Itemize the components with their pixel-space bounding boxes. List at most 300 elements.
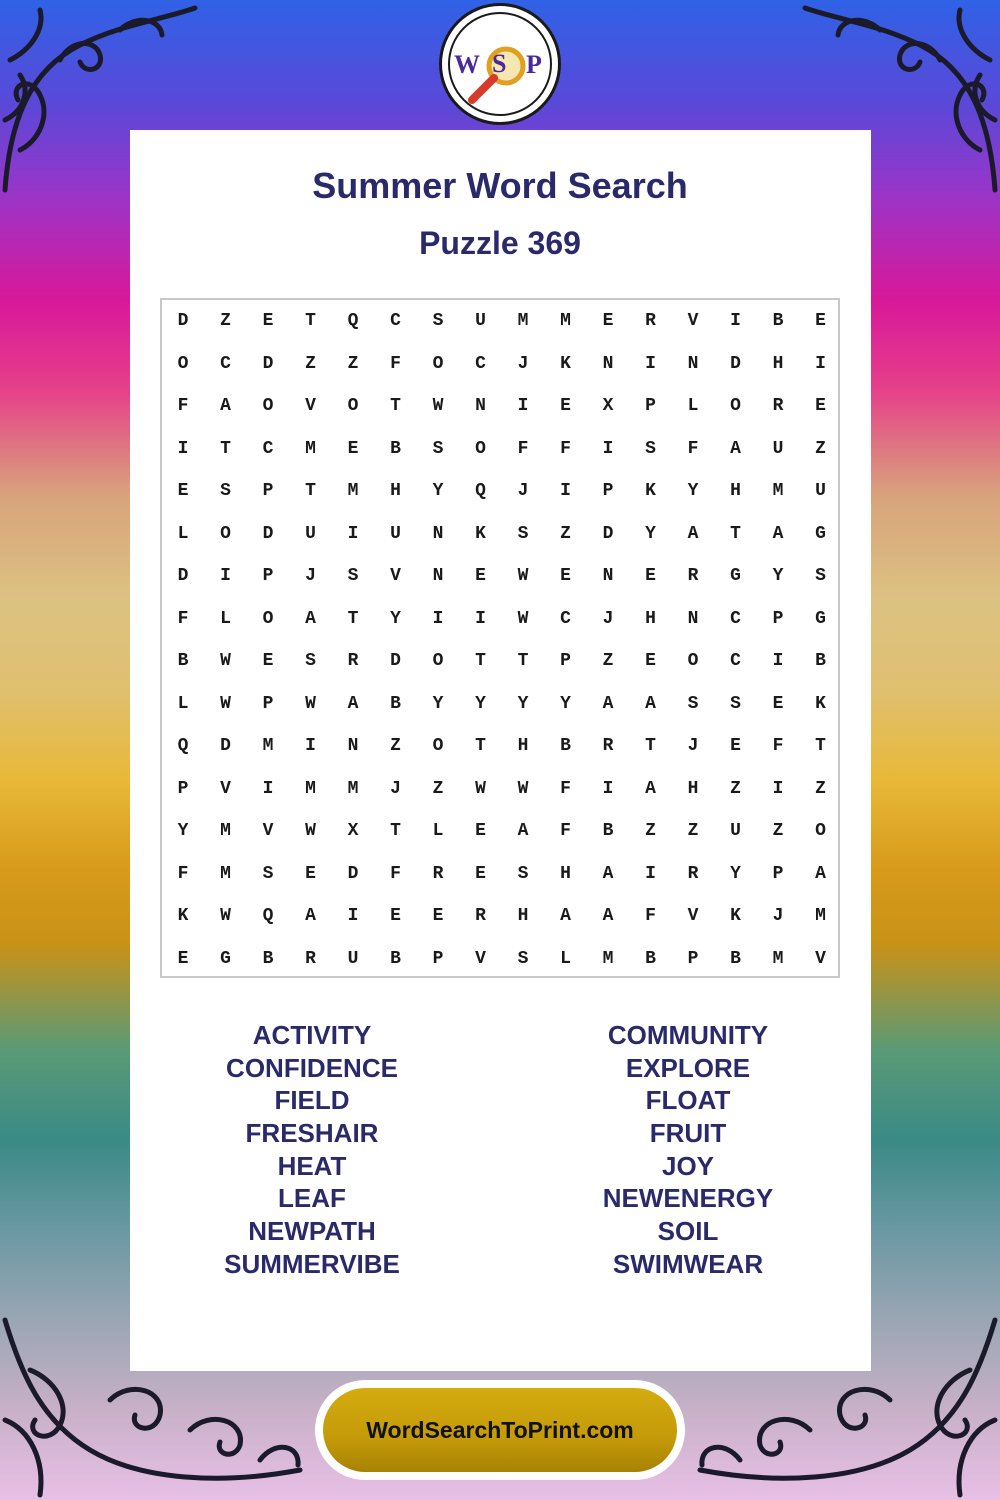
grid-cell[interactable]: C xyxy=(730,608,741,629)
grid-cell[interactable]: R xyxy=(347,651,359,671)
grid-cell[interactable]: E xyxy=(560,566,571,586)
grid-cell[interactable]: Y xyxy=(432,693,444,714)
grid-cell[interactable]: J xyxy=(305,566,316,586)
grid-cell[interactable]: W xyxy=(517,608,529,629)
word-list-item: FLOAT xyxy=(645,1085,731,1116)
grid-cell[interactable]: O xyxy=(432,353,444,374)
grid-cell[interactable]: F xyxy=(517,438,529,459)
grid-cell[interactable]: F xyxy=(177,608,189,629)
grid-cell[interactable]: X xyxy=(347,821,359,841)
grid-cell[interactable]: I xyxy=(815,353,826,374)
grid-cell[interactable]: B xyxy=(390,948,401,969)
grid-cell[interactable]: H xyxy=(517,736,529,756)
grid-cell[interactable]: A xyxy=(347,693,359,714)
grid-cell[interactable]: E xyxy=(177,948,189,969)
word-list-item: SWIMWEAR xyxy=(612,1248,764,1279)
grid-cell[interactable]: A xyxy=(602,693,614,714)
grid-cell[interactable]: N xyxy=(602,566,614,586)
grid-cell[interactable]: U xyxy=(475,311,486,331)
grid-cell[interactable]: A xyxy=(305,608,316,629)
grid-cell[interactable]: D xyxy=(262,353,274,374)
puzzle-number: Puzzle 369 xyxy=(419,225,581,261)
grid-cell[interactable]: T xyxy=(645,736,656,756)
grid-cell[interactable]: S xyxy=(432,438,444,459)
grid-cell[interactable]: M xyxy=(517,311,529,331)
logo-letter-s: S xyxy=(492,49,507,78)
grid-cell[interactable]: C xyxy=(220,353,231,374)
grid-cell[interactable]: C xyxy=(262,438,274,459)
grid-cell[interactable]: I xyxy=(730,311,741,331)
footer-pill xyxy=(323,1388,677,1472)
grid-row xyxy=(162,938,838,980)
grid-cell[interactable]: S xyxy=(517,863,529,884)
grid-cell[interactable]: O xyxy=(220,523,231,544)
grid-cell[interactable]: S xyxy=(645,438,656,459)
grid-cell[interactable]: K xyxy=(177,906,189,926)
grid-cell[interactable]: I xyxy=(262,778,274,799)
grid-cell[interactable]: N xyxy=(602,353,614,374)
grid-cell[interactable]: F xyxy=(177,863,189,884)
word-list-item: FRESHAIR xyxy=(245,1118,379,1149)
grid-cell[interactable]: W xyxy=(220,651,231,671)
grid-cell[interactable]: A xyxy=(602,906,614,926)
word-list-item: SOIL xyxy=(657,1216,719,1247)
grid-cell[interactable]: T xyxy=(305,311,316,331)
grid-cell[interactable]: H xyxy=(687,778,699,799)
grid-cell[interactable]: E xyxy=(262,651,274,671)
grid-cell[interactable]: O xyxy=(432,651,444,671)
grid-cell[interactable]: S xyxy=(517,523,529,544)
grid-row xyxy=(162,555,838,597)
grid-cell[interactable]: R xyxy=(475,906,486,926)
grid-cell[interactable]: E xyxy=(475,863,486,884)
grid-cell[interactable]: I xyxy=(560,481,571,501)
grid-cell[interactable]: I xyxy=(517,396,529,416)
grid-cell[interactable]: I xyxy=(305,736,316,756)
grid-cell[interactable]: T xyxy=(730,523,741,544)
grid-cell[interactable]: U xyxy=(390,523,401,544)
grid-cell[interactable]: I xyxy=(220,566,231,586)
grid-cell[interactable]: B xyxy=(645,948,656,969)
grid-cell[interactable]: I xyxy=(602,778,614,799)
grid-cell[interactable]: E xyxy=(560,396,571,416)
grid-cell[interactable]: N xyxy=(347,736,359,756)
grid-cell[interactable]: G xyxy=(815,523,826,544)
word-list-item: SUMMERVIBE xyxy=(224,1248,400,1279)
grid-cell[interactable]: B xyxy=(262,948,274,969)
grid-cell[interactable]: W xyxy=(517,778,529,799)
grid-cell[interactable]: M xyxy=(305,778,316,799)
grid-cell[interactable]: Y xyxy=(730,863,741,884)
grid-cell[interactable]: E xyxy=(645,651,656,671)
grid-cell[interactable]: Z xyxy=(220,311,231,331)
grid-row xyxy=(162,513,838,555)
grid-cell[interactable]: M xyxy=(602,948,614,969)
grid-cell[interactable]: R xyxy=(772,396,784,416)
grid-cell[interactable]: V xyxy=(220,778,231,799)
grid-cell[interactable]: V xyxy=(390,566,401,586)
grid-cell[interactable]: J xyxy=(772,906,784,926)
grid-cell[interactable]: A xyxy=(815,863,826,884)
grid-cell[interactable]: F xyxy=(772,736,784,756)
grid-cell[interactable]: M xyxy=(772,481,784,501)
grid-cell[interactable]: Y xyxy=(687,481,699,501)
grid-cell[interactable]: M xyxy=(560,311,571,331)
word-list-left xyxy=(162,1018,462,1280)
grid-cell[interactable]: I xyxy=(772,778,784,799)
word-list-item: FRUIT xyxy=(649,1118,727,1149)
logo-letter-p: P xyxy=(526,50,542,79)
grid-cell[interactable]: O xyxy=(687,651,699,671)
grid-cell[interactable]: G xyxy=(220,948,231,969)
grid-cell[interactable]: R xyxy=(305,948,316,969)
grid-cell[interactable]: U xyxy=(772,438,784,459)
grid-row xyxy=(162,725,838,767)
grid-cell[interactable]: F xyxy=(687,438,699,459)
grid-cell[interactable]: M xyxy=(347,481,359,501)
grid-cell[interactable]: O xyxy=(730,396,741,416)
grid-cell[interactable]: I xyxy=(347,906,359,926)
grid-cell[interactable]: P xyxy=(602,481,614,501)
grid-cell[interactable]: E xyxy=(730,736,741,756)
grid-cell[interactable]: I xyxy=(645,863,656,884)
grid-cell[interactable]: S xyxy=(687,693,699,714)
grid-cell[interactable]: Z xyxy=(772,821,784,841)
grid-cell[interactable]: M xyxy=(220,821,231,841)
grid-cell[interactable]: T xyxy=(347,608,359,629)
grid-cell[interactable]: T xyxy=(305,481,316,501)
grid-cell[interactable]: F xyxy=(560,778,571,799)
word-list-item: HEAT xyxy=(277,1150,347,1181)
grid-row xyxy=(162,470,838,512)
grid-cell[interactable]: W xyxy=(305,693,316,714)
grid-cell[interactable]: Y xyxy=(432,481,444,501)
grid-cell[interactable]: W xyxy=(517,566,529,586)
grid-cell[interactable]: O xyxy=(177,353,189,374)
grid-cell[interactable]: F xyxy=(560,821,571,841)
grid-cell[interactable]: Z xyxy=(645,821,656,841)
grid-cell[interactable]: O xyxy=(815,821,826,841)
grid-cell[interactable]: S xyxy=(220,481,231,501)
grid-cell[interactable]: T xyxy=(475,651,486,671)
grid-cell[interactable]: Y xyxy=(475,693,486,714)
grid-cell[interactable]: L xyxy=(687,396,699,416)
grid-cell[interactable]: L xyxy=(177,693,189,714)
grid-cell[interactable]: B xyxy=(560,736,571,756)
grid-cell[interactable]: F xyxy=(390,353,401,374)
grid-cell[interactable]: R xyxy=(432,863,444,884)
grid-cell[interactable]: T xyxy=(390,821,401,841)
grid-cell[interactable]: Y xyxy=(517,693,529,714)
grid-cell[interactable]: Q xyxy=(347,311,359,331)
grid-cell[interactable]: Z xyxy=(305,353,316,374)
grid-cell[interactable]: M xyxy=(305,438,316,459)
grid-cell[interactable]: C xyxy=(390,311,401,331)
grid-cell[interactable]: B xyxy=(815,651,826,671)
grid-cell[interactable]: D xyxy=(262,523,274,544)
grid-cell[interactable]: V xyxy=(305,396,316,416)
grid-cell[interactable]: E xyxy=(475,821,486,841)
word-list-item: EXPLORE xyxy=(625,1052,751,1083)
grid-cell[interactable]: P xyxy=(772,863,784,884)
grid-cell[interactable]: M xyxy=(262,736,274,756)
grid-cell[interactable]: A xyxy=(220,396,231,416)
grid-cell[interactable]: T xyxy=(815,736,826,756)
grid-cell[interactable]: K xyxy=(645,481,656,501)
grid-cell[interactable]: I xyxy=(475,608,486,629)
grid-row xyxy=(162,895,838,937)
grid-cell[interactable]: O xyxy=(347,396,359,416)
grid-cell[interactable]: C xyxy=(560,608,571,629)
logo-letter-w: W xyxy=(454,50,480,79)
wsp-logo[interactable] xyxy=(439,3,561,125)
grid-cell[interactable]: M xyxy=(815,906,826,926)
grid-cell[interactable]: A xyxy=(645,778,656,799)
word-list-item: COMMUNITY xyxy=(607,1020,769,1050)
grid-cell[interactable]: S xyxy=(347,566,359,586)
grid-cell[interactable]: O xyxy=(432,736,444,756)
grid-cell[interactable]: D xyxy=(390,651,401,671)
grid-cell[interactable]: E xyxy=(602,311,614,331)
grid-cell[interactable]: Y xyxy=(390,608,401,629)
word-list-item: LEAF xyxy=(278,1183,346,1214)
grid-cell[interactable]: P xyxy=(262,693,274,714)
grid-cell[interactable]: A xyxy=(645,693,656,714)
letter-grid[interactable] xyxy=(160,298,840,978)
grid-row xyxy=(162,768,838,810)
grid-cell[interactable]: T xyxy=(517,651,529,671)
grid-cell[interactable]: B xyxy=(772,311,784,331)
grid-cell[interactable]: K xyxy=(475,523,486,544)
grid-cell[interactable]: V xyxy=(687,906,699,926)
grid-cell[interactable]: E xyxy=(815,396,826,416)
grid-cell[interactable]: N xyxy=(687,608,699,629)
grid-row xyxy=(162,598,838,640)
grid-cell[interactable]: A xyxy=(687,523,699,544)
grid-cell[interactable]: T xyxy=(475,736,486,756)
word-list-right xyxy=(538,1018,838,1280)
grid-cell[interactable]: T xyxy=(390,396,401,416)
grid-cell[interactable]: A xyxy=(517,821,529,841)
grid-cell[interactable]: R xyxy=(687,566,699,586)
logo-inner-ring xyxy=(448,12,552,116)
grid-cell[interactable]: G xyxy=(730,566,741,586)
grid-cell[interactable]: E xyxy=(815,311,826,331)
grid-cell[interactable]: Z xyxy=(602,651,614,671)
grid-cell[interactable]: Q xyxy=(177,736,189,756)
grid-cell[interactable]: P xyxy=(560,651,571,671)
site-link[interactable]: WordSearchToPrint.com xyxy=(366,1417,634,1443)
grid-cell[interactable]: G xyxy=(815,608,826,629)
grid-cell[interactable]: C xyxy=(475,353,486,374)
grid-cell[interactable]: H xyxy=(645,608,656,629)
grid-cell[interactable]: E xyxy=(645,566,656,586)
grid-cell[interactable]: V xyxy=(262,821,274,841)
grid-cell[interactable]: E xyxy=(432,906,444,926)
grid-cell[interactable]: H xyxy=(772,353,784,374)
grid-cell[interactable]: D xyxy=(177,566,189,586)
grid-cell[interactable]: V xyxy=(687,311,699,331)
grid-cell[interactable]: U xyxy=(305,523,316,544)
grid-cell[interactable]: D xyxy=(177,311,189,331)
word-list-item: CONFIDENCE xyxy=(226,1052,398,1083)
grid-cell[interactable]: O xyxy=(262,608,274,629)
grid-cell[interactable]: Q xyxy=(475,481,486,501)
grid-cell[interactable]: R xyxy=(645,311,656,331)
grid-cell[interactable]: T xyxy=(220,438,231,459)
grid-cell[interactable]: L xyxy=(220,608,231,629)
grid-cell[interactable]: P xyxy=(177,778,189,799)
grid-cell[interactable]: H xyxy=(560,863,571,884)
grid-cell[interactable]: L xyxy=(432,821,444,841)
grid-cell[interactable]: Z xyxy=(560,523,571,544)
grid-cell[interactable]: Z xyxy=(347,353,359,374)
grid-cell[interactable]: Y xyxy=(645,523,656,544)
grid-cell[interactable]: P xyxy=(645,396,656,416)
word-list-item: ACTIVITY xyxy=(252,1020,372,1050)
grid-cell[interactable]: U xyxy=(815,481,826,501)
grid-cell[interactable]: E xyxy=(772,693,784,714)
grid-row xyxy=(162,640,838,682)
grid-cell[interactable]: F xyxy=(645,906,656,926)
grid-cell[interactable]: D xyxy=(347,863,359,884)
grid-cell[interactable]: A xyxy=(560,906,571,926)
grid-cell[interactable]: I xyxy=(602,438,614,459)
grid-cell[interactable]: P xyxy=(687,948,699,969)
grid-cell[interactable]: S xyxy=(305,651,316,671)
grid-cell[interactable]: E xyxy=(390,906,401,926)
grid-cell[interactable]: B xyxy=(602,821,614,841)
grid-cell[interactable]: S xyxy=(730,693,741,714)
grid-cell[interactable]: E xyxy=(262,311,274,331)
grid-cell[interactable]: M xyxy=(772,948,784,969)
grid-cell[interactable]: N xyxy=(687,353,699,374)
grid-cell[interactable]: Q xyxy=(262,906,274,926)
grid-cell[interactable]: E xyxy=(305,863,316,884)
grid-cell[interactable]: F xyxy=(390,863,401,884)
grid-cell[interactable]: W xyxy=(220,906,231,926)
grid-cell[interactable]: K xyxy=(560,353,571,374)
grid-cell[interactable]: Y xyxy=(560,693,571,714)
grid-cell[interactable]: B xyxy=(177,651,189,671)
grid-cell[interactable]: X xyxy=(602,396,614,416)
grid-cell[interactable]: H xyxy=(730,481,741,501)
grid-cell[interactable]: N xyxy=(432,566,444,586)
grid-cell[interactable]: P xyxy=(262,481,274,501)
grid-cell[interactable]: W xyxy=(475,778,486,799)
grid-cell[interactable]: J xyxy=(687,736,699,756)
grid-cell[interactable]: Z xyxy=(815,778,826,799)
grid-cell[interactable]: U xyxy=(347,948,359,969)
grid-cell[interactable]: I xyxy=(645,353,656,374)
grid-cell[interactable]: E xyxy=(347,438,359,459)
grid-cell[interactable]: A xyxy=(305,906,316,926)
grid-cell[interactable]: I xyxy=(772,651,784,671)
grid-cell[interactable]: E xyxy=(177,481,189,501)
grid-cell[interactable]: A xyxy=(730,438,741,459)
grid-row xyxy=(162,683,838,725)
grid-row xyxy=(162,810,838,852)
grid-row xyxy=(162,300,838,342)
word-list-item: JOY xyxy=(661,1150,715,1181)
grid-cell[interactable]: L xyxy=(177,523,189,544)
grid-cell[interactable]: I xyxy=(432,608,444,629)
grid-cell[interactable]: J xyxy=(390,778,401,799)
grid-cell[interactable]: R xyxy=(602,736,614,756)
grid-cell[interactable]: R xyxy=(687,863,699,884)
grid-cell[interactable]: D xyxy=(730,353,741,374)
word-list-item: NEWPATH xyxy=(248,1216,376,1247)
grid-cell[interactable]: S xyxy=(517,948,529,969)
grid-cell[interactable]: I xyxy=(347,523,359,544)
grid-cell[interactable]: B xyxy=(730,948,741,969)
grid-cell[interactable]: S xyxy=(815,566,826,586)
grid-cell[interactable]: Z xyxy=(815,438,826,459)
grid-cell[interactable]: Z xyxy=(687,821,699,841)
grid-cell[interactable]: L xyxy=(560,948,571,969)
grid-cell[interactable]: P xyxy=(772,608,784,629)
grid-cell[interactable]: J xyxy=(517,353,529,374)
grid-cell[interactable]: A xyxy=(772,523,784,544)
grid-cell[interactable]: H xyxy=(517,906,529,926)
footer-badge[interactable] xyxy=(315,1380,685,1480)
grid-cell[interactable]: J xyxy=(517,481,529,501)
grid-cell[interactable]: O xyxy=(262,396,274,416)
grid-cell[interactable]: Y xyxy=(772,566,784,586)
grid-cell[interactable]: O xyxy=(475,438,486,459)
grid-cell[interactable]: W xyxy=(432,396,444,416)
grid-cell[interactable]: W xyxy=(305,821,316,841)
word-list-item: NEWENERGY xyxy=(602,1183,774,1214)
grid-cell[interactable]: K xyxy=(730,906,741,926)
grid-row xyxy=(162,853,838,895)
grid-cell[interactable]: V xyxy=(475,948,486,969)
grid-cell[interactable]: C xyxy=(730,651,741,671)
grid-cell[interactable]: W xyxy=(220,693,231,714)
grid-cell[interactable]: F xyxy=(177,396,189,416)
grid-cell[interactable]: Z xyxy=(390,736,401,756)
grid-cell[interactable]: H xyxy=(390,481,401,501)
grid-cell[interactable]: B xyxy=(390,693,401,714)
grid-cell[interactable]: P xyxy=(432,948,444,969)
grid-cell[interactable]: I xyxy=(177,438,189,459)
grid-cell[interactable]: A xyxy=(602,863,614,884)
grid-cell[interactable]: D xyxy=(220,736,231,756)
word-list-item: FIELD xyxy=(274,1085,350,1116)
grid-cell[interactable]: U xyxy=(730,821,741,841)
grid-cell[interactable]: S xyxy=(432,311,444,331)
grid-row xyxy=(162,385,838,427)
grid-cell[interactable]: K xyxy=(815,693,826,714)
grid-cell[interactable]: P xyxy=(262,566,274,586)
grid-cell[interactable]: D xyxy=(602,523,614,544)
puzzle-title: Summer Word Search xyxy=(312,165,688,206)
grid-cell[interactable]: Z xyxy=(730,778,741,799)
grid-cell[interactable]: E xyxy=(475,566,486,586)
grid-cell[interactable]: S xyxy=(262,863,274,884)
grid-cell[interactable]: N xyxy=(475,396,486,416)
grid-cell[interactable]: J xyxy=(602,608,614,629)
grid-cell[interactable]: N xyxy=(432,523,444,544)
grid-cell[interactable]: Z xyxy=(432,778,444,799)
grid-cell[interactable]: B xyxy=(390,438,401,459)
grid-row xyxy=(162,343,838,385)
grid-cell[interactable]: Y xyxy=(177,821,189,841)
grid-cell[interactable]: M xyxy=(220,863,231,884)
grid-cell[interactable]: F xyxy=(560,438,571,459)
grid-cell[interactable]: V xyxy=(815,948,826,969)
grid-cell[interactable]: M xyxy=(347,778,359,799)
